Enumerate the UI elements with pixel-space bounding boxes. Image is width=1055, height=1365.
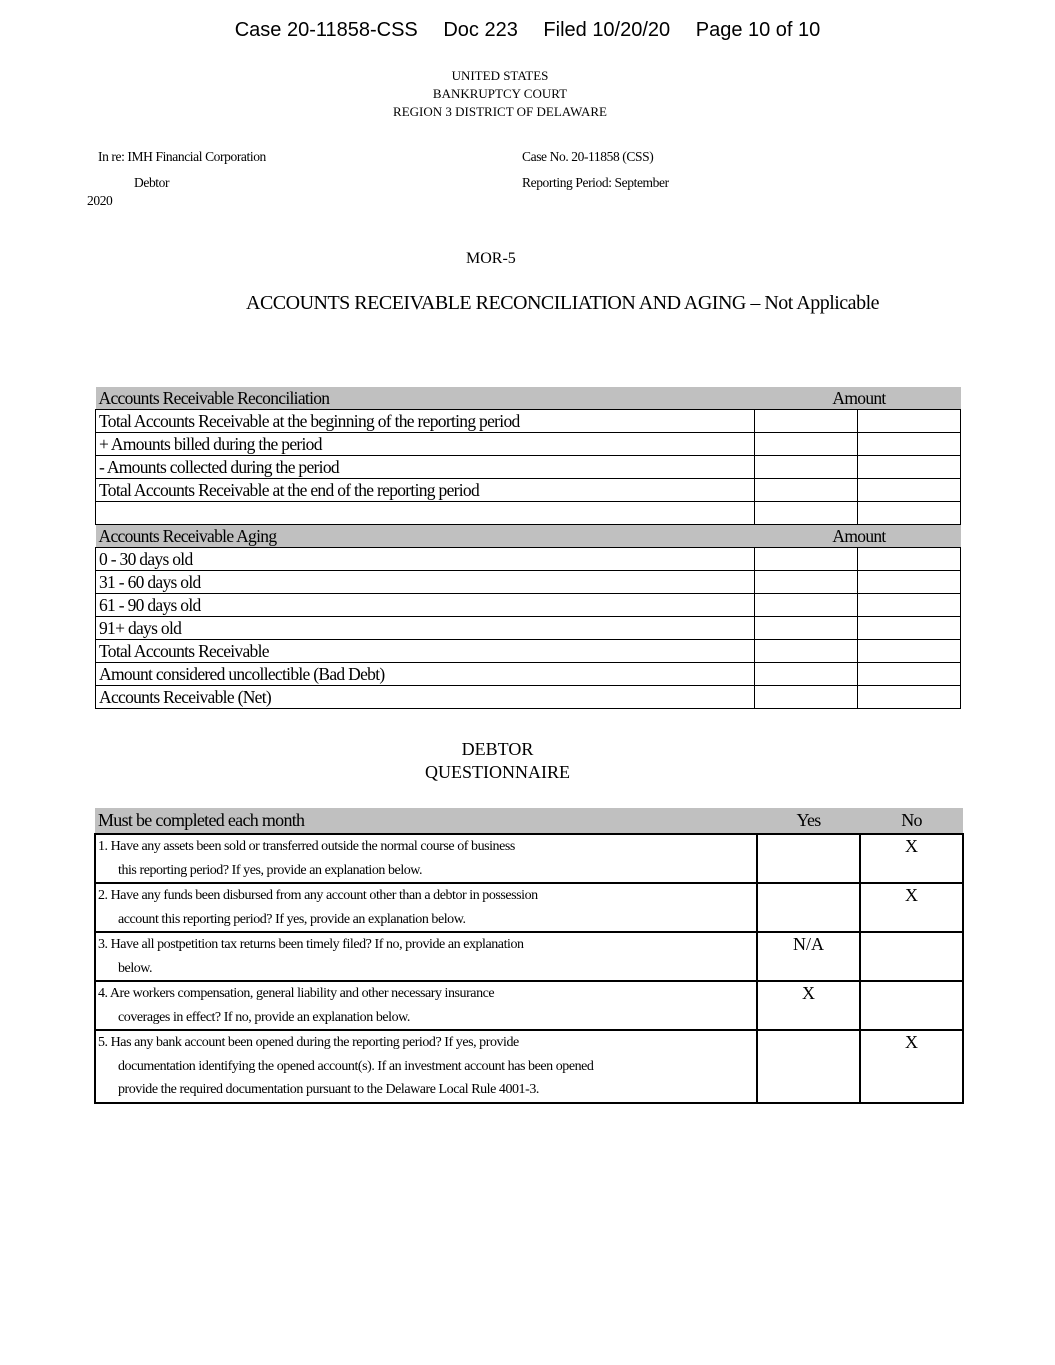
question-line: 3. Have all postpetition tax returns been timely filed? If no, provide an explanation: [98, 937, 524, 952]
yes-answer: [757, 834, 860, 883]
amount-cell: [858, 456, 961, 479]
reporting-period: Reporting Period: September: [522, 175, 669, 190]
aging-header: Accounts Receivable Aging: [96, 525, 755, 548]
row-label: Total Accounts Receivable at the end of the reporting period: [96, 479, 755, 502]
questionnaire-title-line-1: DEBTOR: [461, 739, 534, 759]
table-row: [96, 571, 961, 594]
filed-date: Filed 10/20/20: [543, 19, 671, 41]
question-row: [95, 1030, 963, 1103]
amount-cell: [755, 640, 858, 663]
amount-cell: [755, 456, 858, 479]
question-text: [95, 981, 757, 1030]
questionnaire-title-line-2: QUESTIONNAIRE: [425, 762, 570, 782]
debtor-label: Debtor: [134, 175, 170, 190]
table-row: [96, 548, 961, 571]
yes-answer: N/A: [757, 932, 860, 981]
yes-header: Yes: [757, 808, 860, 834]
row-label: Total Accounts Receivable at the beginning of the reporting period: [96, 410, 755, 433]
amount-cell: [755, 571, 858, 594]
case-number: Case 20-11858-CSS: [234, 19, 418, 41]
question-line: provide the required documentation pursuant to the Delaware Local Rule 4001-3.: [118, 1082, 539, 1097]
question-line: 5. Has any bank account been opened during the reporting period? If yes, provide: [98, 1035, 519, 1050]
case-no: Case No. 20-11858 (CSS): [522, 149, 654, 164]
question-row: [95, 932, 963, 981]
court-line-2: BANKRUPTCY COURT: [432, 86, 568, 101]
row-label: 0 - 30 days old: [96, 548, 755, 571]
questionnaire-title: [0, 738, 995, 784]
row-label: 91+ days old: [96, 617, 755, 640]
question-line: 1. Have any assets been sold or transferred outside the normal course of business: [98, 839, 515, 854]
amount-cell: [755, 548, 858, 571]
amount-cell: [858, 663, 961, 686]
amount-cell: [755, 686, 858, 709]
amount-cell: [858, 433, 961, 456]
question-row: [95, 834, 963, 883]
reporting-year: 2020: [87, 193, 113, 208]
row-label: 31 - 60 days old: [96, 571, 755, 594]
question-line: below.: [118, 960, 153, 976]
table-row: [96, 617, 961, 640]
question-text: [95, 932, 757, 981]
table-row: [96, 502, 961, 525]
question-line: this reporting period? If yes, provide an explanation below.: [118, 862, 423, 878]
table-row: [96, 410, 961, 433]
no-answer: X: [860, 834, 963, 883]
question-line: documentation identifying the opened account(s). If an investment account has been opened: [118, 1058, 594, 1074]
row-label: Accounts Receivable (Net): [96, 686, 755, 709]
question-text: [95, 1030, 757, 1103]
amount-cell: [755, 502, 858, 525]
court-heading: [0, 67, 1000, 121]
table-row: [96, 433, 961, 456]
amount-cell: [858, 594, 961, 617]
no-answer: [860, 981, 963, 1030]
reconciliation-amount-header: Amount: [755, 387, 961, 410]
table-row: [96, 479, 961, 502]
amount-cell: [858, 571, 961, 594]
reconciliation-header-row: [96, 387, 961, 410]
amount-cell: [755, 479, 858, 502]
page-title: ACCOUNTS RECEIVABLE RECONCILIATION AND AGING – Not Applicable: [246, 292, 879, 314]
questionnaire-table: [94, 808, 964, 1104]
row-label: Amount considered uncollectible (Bad Debt): [96, 663, 755, 686]
in-re: In re: IMH Financial Corporation: [98, 149, 266, 164]
yes-answer: [757, 883, 860, 932]
amount-cell: [858, 617, 961, 640]
amount-cell: [755, 617, 858, 640]
question-line: 4. Are workers compensation, general liability and other necessary insurance: [98, 986, 495, 1001]
aging-header-row: [96, 525, 961, 548]
questionnaire-header: Must be completed each month: [95, 808, 757, 834]
court-line-1: UNITED STATES: [451, 68, 549, 83]
amount-cell: [858, 640, 961, 663]
aging-amount-header: Amount: [755, 525, 961, 548]
question-row: [95, 883, 963, 932]
amount-cell: [755, 594, 858, 617]
page-number: Page 10 of 10: [695, 19, 821, 41]
table-row: [96, 640, 961, 663]
questionnaire-header-row: [95, 808, 963, 834]
amount-cell: [755, 410, 858, 433]
question-line: coverages in effect? If no, provide an explanation below.: [118, 1009, 410, 1025]
row-label: [96, 502, 755, 525]
question-line: 2. Have any funds been disbursed from any account other than a debtor in possession: [98, 888, 538, 903]
amount-cell: [858, 686, 961, 709]
table-row: [96, 456, 961, 479]
doc-number: Doc 223: [443, 19, 518, 41]
amount-cell: [858, 479, 961, 502]
table-row: [96, 663, 961, 686]
no-answer: X: [860, 1030, 963, 1103]
no-header: No: [860, 808, 963, 834]
yes-answer: [757, 1030, 860, 1103]
row-label: 61 - 90 days old: [96, 594, 755, 617]
question-text: [95, 883, 757, 932]
no-answer: X: [860, 883, 963, 932]
no-answer: [860, 932, 963, 981]
table-row: [96, 686, 961, 709]
court-line-3: REGION 3 DISTRICT OF DELAWARE: [393, 104, 607, 119]
question-line: account this reporting period? If yes, provide an explanation below.: [118, 911, 466, 927]
reconciliation-header: Accounts Receivable Reconciliation: [96, 387, 755, 410]
amount-cell: [858, 548, 961, 571]
table-row: [96, 594, 961, 617]
form-id: MOR-5: [466, 250, 516, 267]
row-label: - Amounts collected during the period: [96, 456, 755, 479]
row-label: + Amounts billed during the period: [96, 433, 755, 456]
yes-answer: X: [757, 981, 860, 1030]
question-text: [95, 834, 757, 883]
question-row: [95, 981, 963, 1030]
case-header: [0, 19, 1055, 42]
row-label: Total Accounts Receivable: [96, 640, 755, 663]
amount-cell: [858, 410, 961, 433]
amount-cell: [755, 433, 858, 456]
amount-cell: [858, 502, 961, 525]
amount-cell: [755, 663, 858, 686]
ar-table: [95, 387, 961, 709]
